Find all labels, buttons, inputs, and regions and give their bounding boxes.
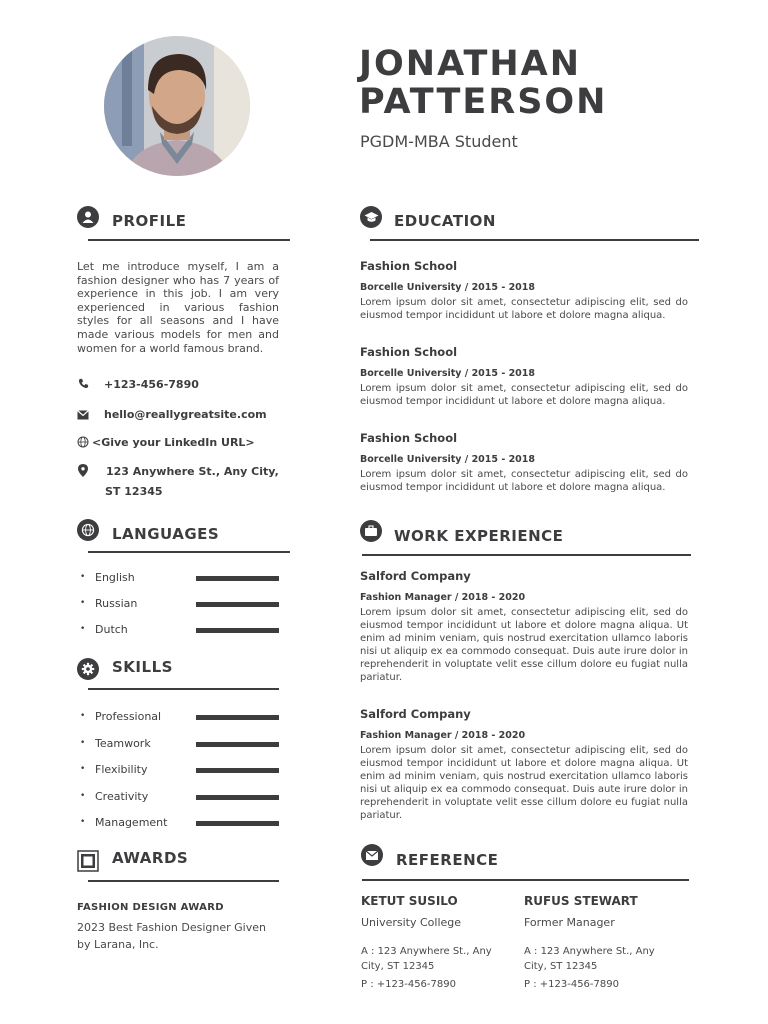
reference-address: A : 123 Anywhere St., Any City, ST 12345 [524,946,655,972]
work-company: Salford Company [360,707,471,721]
reference-card [524,894,664,993]
bullet: • [80,711,86,721]
reference-card [361,894,501,993]
list-item [80,709,280,736]
reference-name: RUFUS STEWART [524,894,638,908]
job-title: PGDM-MBA Student [360,132,518,151]
education-subtitle: Borcelle University / 2015 - 2018 [360,282,536,293]
language-label: Dutch [95,623,128,636]
bullet: • [80,764,86,774]
skill-level-bar [196,742,279,747]
language-level-bar [196,602,279,607]
profile-photo [104,36,250,176]
bullet: • [80,624,86,634]
contact-phone[interactable]: +123-456-7890 [104,378,199,391]
work-entry [360,707,688,822]
globe-icon [77,436,89,451]
envelope-icon [361,844,383,866]
award-line-2: by Larana, Inc. [77,938,159,951]
contact-email[interactable]: hello@reallygreatsite.com [104,408,267,421]
work-description: Lorem ipsum dolor sit amet, consectetur adipiscing elit, sed do eiusmod tempor incididunt ut labore et dolore magna aliqua. Ut enim ad minim veniam, quis nostrud exercitation ullamco laboris nisi ut aliquip ex ea commodo consequat. Duis aute irure dolor in reprehenderit in voluptate velit esse cillum dolore eu fugiat nulla pariatur. [360,745,688,821]
bullet: • [80,598,86,608]
bullet: • [80,790,86,801]
skill-level-bar [196,768,279,773]
language-label: English [95,571,135,584]
education-school: Fashion School [360,259,458,273]
profile-heading: PROFILE [112,212,187,230]
bullet: • [80,572,86,582]
location-pin-icon [78,464,88,480]
education-divider [370,239,699,241]
work-description: Lorem ipsum dolor sit amet, consectetur adipiscing elit, sed do eiusmod tempor incididunt ut labore et dolore magna aliqua. Ut enim ad minim veniam, quis nostrud exercitation ullamco laboris nisi ut aliquip ex ea commodo consequat. Duis aute irure dolor in reprehenderit in voluptate velit esse cillum dolore eu fugiat nulla pariatur. [360,607,688,683]
award-icon [77,850,99,872]
work-company: Salford Company [360,569,471,583]
gear-icon [77,658,99,680]
name-first: JONATHAN [359,44,581,84]
work-subtitle: Fashion Manager / 2018 - 2020 [360,730,526,741]
reference-role: University College [361,916,462,929]
skills-divider [88,688,279,690]
list-item [80,596,280,622]
skill-label: Professional [95,710,162,723]
awards-divider [88,880,279,882]
reference-address: A : 123 Anywhere St., Any City, ST 12345 [361,946,492,972]
contact-address-line2: ST 12345 [105,485,163,498]
list-item [80,762,280,789]
graduation-cap-icon [360,206,382,228]
contact-linkedin[interactable]: <Give your LinkedIn URL> [92,436,255,449]
languages-heading: LANGUAGES [112,525,220,543]
reference-role: Former Manager [524,916,615,929]
reference-heading: REFERENCE [396,851,499,869]
list-item [80,570,280,596]
reference-name: KETUT SUSILO [361,894,458,908]
languages-divider [88,551,290,553]
skill-level-bar [196,715,279,720]
reference-divider [362,879,689,881]
awards-heading: AWARDS [112,849,189,867]
languages-list [80,570,280,648]
language-label: Russian [95,597,138,610]
skill-level-bar [196,821,279,826]
bullet: • [80,737,86,748]
reference-phone: P : +123-456-7890 [361,979,456,990]
mail-icon [77,410,89,423]
work-divider [362,554,691,556]
person-icon [77,206,99,228]
skills-heading: SKILLS [112,658,173,676]
phone-icon [78,378,89,392]
education-subtitle: Borcelle University / 2015 - 2018 [360,368,536,379]
list-item [80,736,280,763]
reference-phone: P : +123-456-7890 [524,979,619,990]
list-item [80,815,280,842]
work-heading: WORK EXPERIENCE [394,527,564,545]
language-level-bar [196,628,279,633]
education-entry [360,259,688,322]
education-school: Fashion School [360,431,458,445]
education-description: Lorem ipsum dolor sit amet, consectetur adipiscing elit, sed do eiusmod tempor incididunt ut labore et dolore magna aliqua. [360,297,688,321]
list-item [80,622,280,648]
skill-label: Teamwork [95,736,151,750]
language-level-bar [196,576,279,581]
name-last: PATTERSON [359,82,608,122]
list-item [80,789,280,816]
award-line-1: 2023 Best Fashion Designer Given [77,921,266,934]
education-description: Lorem ipsum dolor sit amet, consectetur adipiscing elit, sed do eiusmod tempor incididunt ut labore et dolore magna aliqua. [360,469,688,493]
contact-address-line1: 123 Anywhere St., Any City, [106,465,279,478]
profile-description: Let me introduce myself, I am a fashion designer who has 7 years of experience in this job. I am very experienced in various fashion styles for all seasons and I have made various models for men and women for a world famous brand. [77,260,279,355]
skill-label: Management [95,816,168,829]
skills-list [80,709,280,842]
education-school: Fashion School [360,345,458,359]
education-entry [360,345,688,408]
skill-label: Creativity [95,789,149,803]
education-heading: EDUCATION [394,212,496,230]
candidate-name [359,45,607,121]
education-entry [360,431,688,494]
skill-label: Flexibility [95,763,148,776]
work-entry [360,569,688,684]
education-subtitle: Borcelle University / 2015 - 2018 [360,454,536,465]
award-title: FASHION DESIGN AWARD [77,902,224,913]
education-description: Lorem ipsum dolor sit amet, consectetur adipiscing elit, sed do eiusmod tempor incididunt ut labore et dolore magna aliqua. [360,383,688,407]
briefcase-icon [360,520,382,542]
bullet: • [80,817,86,827]
award-description [77,919,277,953]
work-subtitle: Fashion Manager / 2018 - 2020 [360,592,526,603]
profile-divider [88,239,290,241]
skill-level-bar [196,795,279,800]
globe-icon [77,519,99,541]
